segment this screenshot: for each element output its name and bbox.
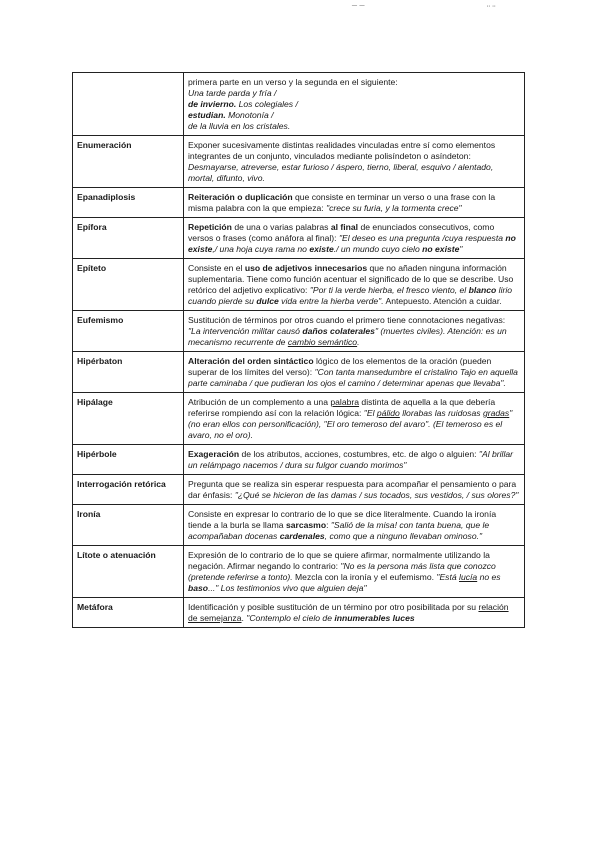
definition-cell [184,445,525,475]
definition-text: "Contemplo el cielo de [246,613,335,623]
table-row [73,188,525,218]
definition-text: ,/ una hoja cuya rama no [212,244,310,254]
definition-text: Consiste en expresar lo contrario de lo que se dice literalmente. Cuando la ironía tiende a la burla se llama [188,509,497,530]
term-cell: Eufemismo [73,311,184,352]
term-cell: Epíteto [73,259,184,311]
definition-text: Desmayarse, atreverse, estar furioso / áspero, tierno, liberal, esquivo / alentado, mortal, difunto, vivo. [188,162,494,183]
definition-text: uso de adjetivos innecesarios [244,263,368,273]
definition-cell [184,546,525,598]
definition-text: Los colegiales / [236,99,298,109]
table-row [73,445,525,475]
definition-text: "El [363,408,377,418]
definition-cell [184,352,525,393]
definition-text: "Al brillar un relámpago nacemos / dura su fulgor cuando morimos" [188,449,514,470]
definition-text: Expresión de lo contrario de lo que se quiere afirmar, normalmente utilizando la negación. Afirmar negando lo contrario: [188,550,490,571]
definition-text: de la lluvia en los cristales. [188,121,291,131]
definition-text: que no añaden ninguna información suplementaria. Tiene como función acentuar el significado de lo que se describe. Uso retórico del adjetivo explicativo: [188,263,514,295]
definition-text: Reiteración o duplicación [188,192,293,202]
definition-text: relación de semejanza [188,602,509,623]
definition-text: lirio cuando pierde su [188,285,513,306]
definition-cell [184,259,525,311]
definition-text: "El deseo es una pregunta /cuya respuesta [338,233,506,243]
definition-text: cardenales [279,531,325,541]
table-row [73,598,525,628]
definition-text: Monotonía / [225,110,274,120]
definition-text: Sustitución de términos por otros cuando el primero tiene connotaciones negativas: [188,315,506,325]
table-row [73,505,525,546]
definition-text: ..." Los testimonios vivo que alguien deja" [208,583,367,593]
definition-text: Pregunta que se realiza sin esperar respuesta para acompañar el pensamiento o para dar énfasis: [188,479,517,500]
term-cell: Enumeración [73,136,184,188]
definition-text: : [326,520,331,530]
definition-text: lucía [459,572,478,582]
definition-text: dulce [256,296,279,306]
definition-text: existe [309,244,334,254]
term-cell: Ironía [73,505,184,546]
definition-text: Exponer sucesivamente distintas realidades vinculadas entre sí como elementos integrantes de un conjunto, vinculados mediante polisíndeton o asíndeton: [188,140,496,161]
definition-text: Atribución de un complemento a una [188,397,331,407]
rhetorical-figures-table [72,72,525,628]
definition-text: de una o varias palabras [231,222,331,232]
scan-mark: ¨ ¨ [487,4,496,14]
term-cell: Lítote o atenuación [73,546,184,598]
definition-cell [184,311,525,352]
definition-text: no existe [188,233,516,254]
term-cell: Interrogación retórica [73,475,184,505]
definition-text: Consiste en el [188,263,245,273]
definition-text: no es [477,572,501,582]
definition-text: baso [188,583,209,593]
table-row [73,352,525,393]
definition-text: Repetición [188,222,232,232]
table-row [73,475,525,505]
term-cell: Hipérbole [73,445,184,475]
definition-text: primera parte en un verso y la segunda en el siguiente: [188,77,398,87]
scan-mark: ¯ ¯ [352,4,365,14]
definition-text: daños colaterales [302,326,375,336]
definition-text: Exageración [188,449,240,459]
definition-text: de invierno. [188,99,237,109]
definition-text: distinta de aquella a la que debería referirse rompiendo así con la relación lógica: [188,397,496,418]
definition-text: . [357,337,360,347]
definition-text: al final [330,222,359,232]
definition-text: que consiste en terminar un verso o una frase con la misma palabra con la que empieza: [188,192,496,213]
definition-text: palabra [330,397,360,407]
definition-cell [184,598,525,628]
definition-cell [184,73,525,136]
term-cell: Epanadiplosis [73,188,184,218]
definition-text: Identificación y posible sustitución de un término por otro posibilitada por su [188,602,479,612]
definition-text: "No es la persona más lista que conozco (pretende referirse a tonto). [188,561,496,582]
table-row [73,73,525,136]
definition-cell [184,475,525,505]
definition-text: vida entre la hierba verde". [278,296,384,306]
term-cell: Hipérbaton [73,352,184,393]
definition-text: no existe [422,244,460,254]
definition-text: Mezcla con la ironía y el eufemismo. [295,572,437,582]
definition-text: , como que a ninguno llevaban ominoso." [324,531,483,541]
table-row [73,393,525,445]
definition-cell [184,136,525,188]
table-row [73,218,525,259]
definition-text: "Por ti la verde hierba, el fresco viento, el [309,285,469,295]
definition-text: cambio semántico [287,337,358,347]
definition-text: " (no eran ellos con personificación), [188,408,513,429]
table-row [73,546,525,598]
definition-text: " (muertes civiles). Atención: es un mecanismo recurrente de [188,326,507,347]
definition-text: "Salió de la misa! con tanta buena, que le acompañaban docenas [188,520,490,541]
definition-text: Alteración del orden sintáctico [188,356,314,366]
term-cell: Metáfora [73,598,184,628]
table-row [73,311,525,352]
definition-text: ./ un mundo cuyo cielo [333,244,423,254]
term-cell: Epífora [73,218,184,259]
table-row [73,259,525,311]
definition-cell [184,393,525,445]
definition-text: de enunciados consecutivos, como versos o frases (como anáfora al final): [188,222,495,243]
definition-text: pálido [376,408,400,418]
definition-text: "Está [436,572,460,582]
definition-text: "crece su furia, y la tormenta crece" [326,203,462,213]
definition-text: "La intervención militar causó [188,326,303,336]
definition-text: " [459,244,463,254]
definition-text: Antepuesto. Atención a cuidar. [383,296,502,306]
definition-cell [184,505,525,546]
definition-text: "Con tanta mansedumbre el cristalino Tajo en aquella parte caminaba / que pudieran los ojos el camino / determinar apenas que llevaba". [188,367,518,388]
definition-text: Una tarde parda y fría / [188,88,277,98]
definition-text: de los atributos, acciones, costumbres, etc. de algo o alguien: [239,449,479,459]
definition-text: blanco [468,285,497,295]
definition-text: lógico de los elementos de la oración (pueden superar de los límites del verso): [188,356,492,377]
definition-text: . [241,613,247,623]
definition-text: estudian. [188,110,226,120]
term-cell [73,73,184,136]
definition-text: sarcasmo [285,520,327,530]
definition-cell [184,218,525,259]
definition-text: gradas [482,408,510,418]
term-cell: Hipálage [73,393,184,445]
table-row [73,136,525,188]
table-body [73,73,525,628]
definition-cell [184,188,525,218]
definition-text: llorabas las ruidosas [399,408,483,418]
definition-text: "El oro temeroso del avaro". (El temeroso es el avaro, no el oro). [188,419,503,440]
definition-text: innumerables luces [334,613,415,623]
definition-text: "¿Qué se hicieron de las damas / sus tocados, sus vestidos, / sus olores?" [234,490,519,500]
